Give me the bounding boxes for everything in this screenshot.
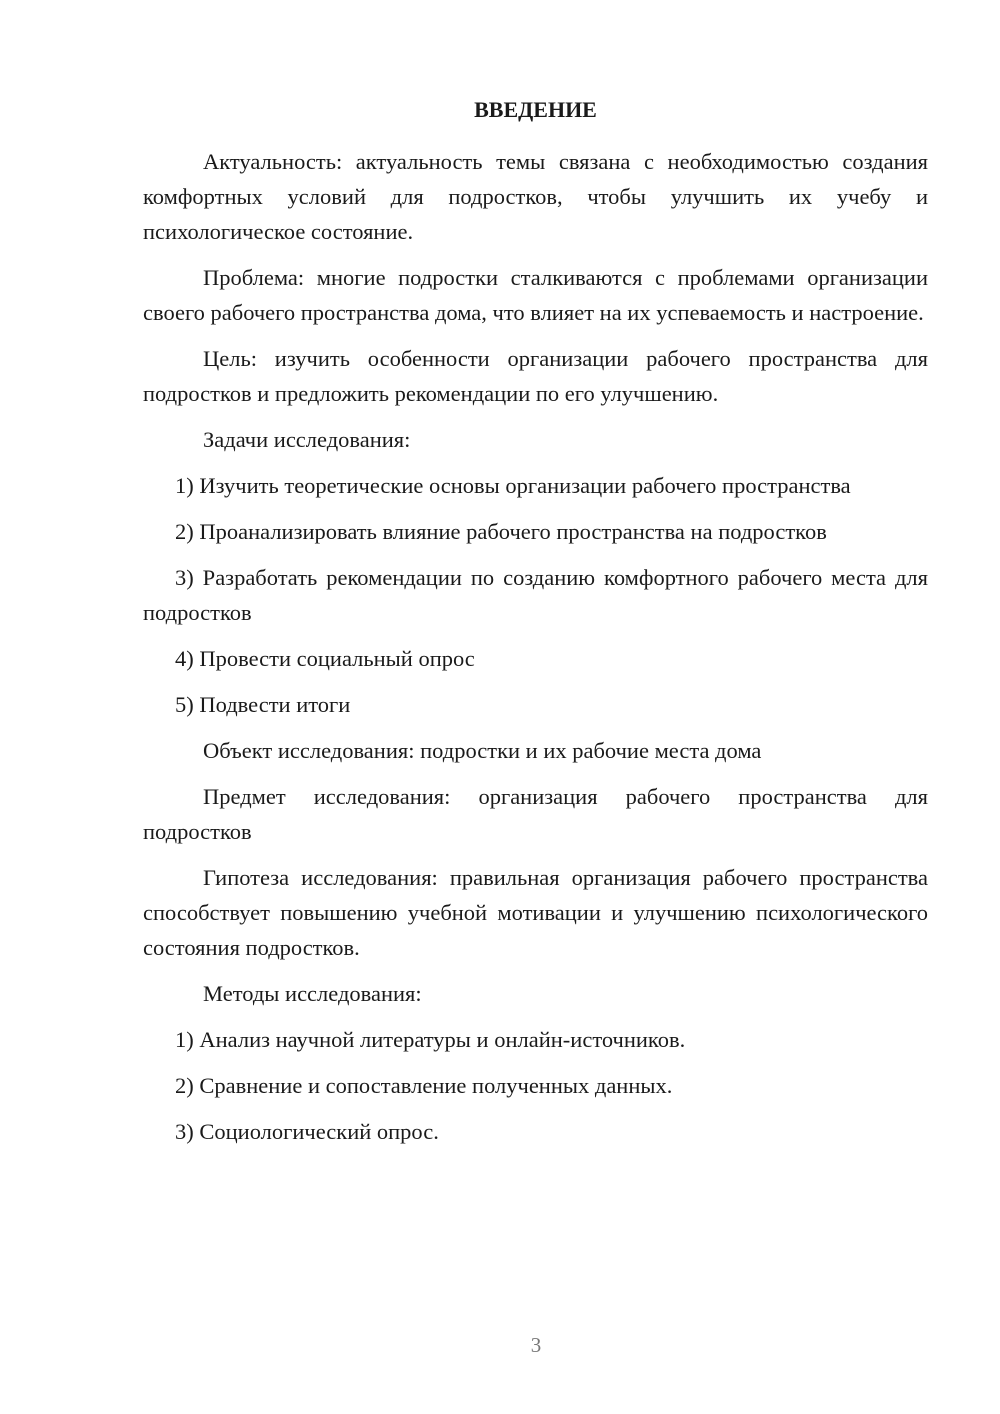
document-body: [143, 95, 928, 1160]
hypothesis-paragraph: Гипотеза исследования: правильная организация рабочего пространства способствует повышению учебной мотивации и улучшению психологического состояния подростков.: [143, 865, 928, 960]
subject-paragraph: Предмет исследования: организация рабочего пространства для подростков: [143, 784, 928, 844]
task-item-3: 3) Разработать рекомендации по созданию комфортного рабочего места для подростков: [143, 565, 928, 625]
task-item-4: 4) Провести социальный опрос: [175, 646, 475, 671]
task-item-5: 5) Подвести итоги: [175, 692, 351, 717]
method-item-2: 2) Сравнение и сопоставление полученных данных.: [175, 1073, 673, 1098]
method-item-3: 3) Социологический опрос.: [175, 1119, 439, 1144]
problem-paragraph: Проблема: многие подростки сталкиваются с проблемами организации своего рабочего пространства дома, что влияет на их успеваемость и настроение.: [143, 265, 928, 325]
page-number: 3: [530, 1333, 542, 1357]
task-item-1: 1) Изучить теоретические основы организации рабочего пространства: [175, 473, 851, 498]
relevance-paragraph: Актуальность: актуальность темы связана с необходимостью создания комфортных условий для подростков, чтобы улучшить их учебу и психологическое состояние.: [143, 149, 928, 244]
methods-heading: Методы исследования:: [203, 981, 422, 1006]
goal-paragraph: Цель: изучить особенности организации рабочего пространства для подростков и предложить рекомендации по его улучшению.: [143, 346, 928, 406]
task-item-2: 2) Проанализировать влияние рабочего пространства на подростков: [175, 519, 827, 544]
section-title: ВВЕДЕНИЕ: [474, 97, 597, 122]
method-item-1: 1) Анализ научной литературы и онлайн-источников.: [175, 1027, 686, 1052]
tasks-heading: Задачи исследования:: [203, 427, 411, 452]
object-paragraph: Объект исследования: подростки и их рабочие места дома: [203, 738, 762, 763]
